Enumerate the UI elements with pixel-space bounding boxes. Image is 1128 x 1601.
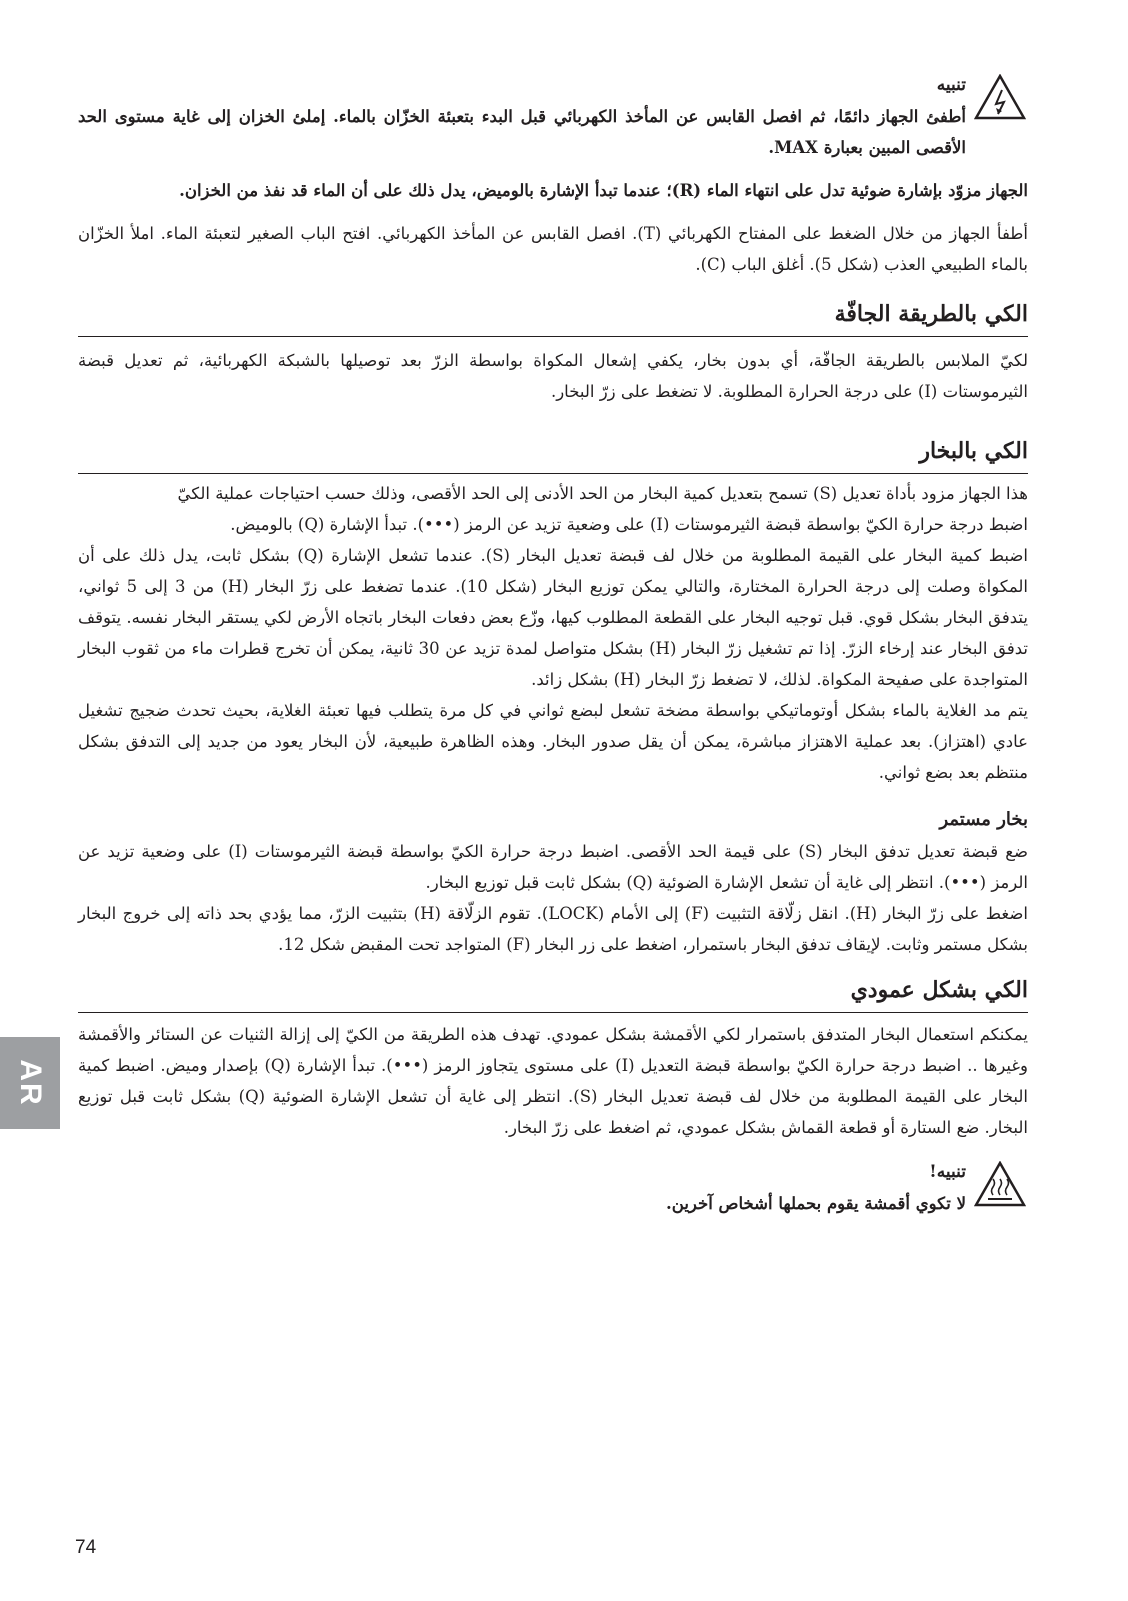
steam-paragraph-1: هذا الجهاز مزود بأداة تعديل (S) تسمح بتعديل كمية البخار من الحد الأدنى إلى الحد الأقصى، وذلك حسب احتياجات عملية الكيّ — [177, 484, 1028, 503]
heading-steam-ironing: الكي بالبخار — [78, 433, 1028, 474]
heading-vertical-ironing: الكي بشكل عمودي — [78, 972, 1028, 1013]
dry-ironing-text: لكيّ الملابس بالطريقة الجافّة، أي بدون بخار، يكفي إشعال المكواة بواسطة الزرّ بعد توصيلها بالشبكة الكهربائية، ثم تعديل قبضة الثيرموستات (I) على درجة الحرارة المطلوبة. لا تضغط على زرّ البخار. — [78, 351, 1028, 401]
warning-title: تنبيه — [936, 75, 966, 95]
heading-continuous-steam: بخار مستمر — [939, 809, 1028, 830]
indicator-paragraph: الجهاز مزوّد بإشارة ضوئية تدل على انتهاء الماء (R)؛ عندما تبدأ الإشارة بالوميض، يدل ذلك على أن الماء قد نفذ من الخزان. — [179, 181, 1028, 200]
language-tab — [0, 1037, 60, 1129]
hot-surface-warning-icon — [974, 1161, 1026, 1207]
steam-paragraph-4: يتم مد الغلاية بالماء بشكل أوتوماتيكي بواسطة مضخة تشعل لبضع ثواني في كل مرة يتطلب فيها تعبئة الغلاية، بحيث تحدث ضجيج تشغيل عادي (اهتزاز). بعد عملية الاهتزاز مباشرة، يمكن أن يقل صدور البخار. وهذه الظاهرة طبيعية، لأن البخار يعود من جديد إلى التدفق بشكل منتظم بعد بضع ثواني. — [78, 701, 1028, 782]
steam-paragraph-3: اضبط كمية البخار على القيمة المطلوبة من خلال لف قبضة تعديل البخار (S). عندما تشعل الإشارة (Q) بشكل ثابت، يدل ذلك على أن المكواة وصلت إلى درجة الحرارة المختارة، والتالي يمكن توزيع البخار (شكل 10). عندما تضغط على زرّ البخار (H) من 3 إلى 5 ثواني، يتدفق البخار بشكل قوي. قبل توجيه البخار على القطعة المطلوب كيها، وزّع بعض دفعات البخار باتجاه الأرض لكي يستقر البخار نفسه. يتوقف تدفق البخار عند إرخاء الزرّ. إذا تم تشغيل زرّ البخار (H) بشكل متواصل لمدة تزيد عن 30 ثانية، يمكن أن تخرج قطرات ماء من ثقوب البخار المتواجدة على صفيحة المكواة. لذلك، لا تضغط زرّ البخار (H) بشكل زائد. — [78, 546, 1028, 689]
continuous-steam-paragraph-2: اضغط على زرّ البخار (H). انقل زلّاقة التثبيت (F) إلى الأمام (LOCK). تقوم الزلّاقة (H) بتثبيت الزرّ، مما يؤدي بحد ذاته إلى خروج البخار بشكل مستمر وثابت. لإيقاف تدفق البخار باستمرار، اضغط على زر البخار (F) المتواجد تحت المقبض شكل 12. — [78, 904, 1028, 954]
page-number: 74 — [75, 1537, 97, 1558]
heading-dry-ironing: الكي بالطريقة الجافّة — [78, 296, 1028, 337]
warning-text: أطفئ الجهاز دائمًا، ثم افصل القابس عن المأخذ الكهربائي قبل البدء بتعبئة الخزّان بالماء. إملئ الخزان إلى غاية مستوى الحد الأقصى المبين بعبارة MAX. — [78, 107, 966, 157]
steam-paragraph-2: اضبط درجة حرارة الكيّ بواسطة قبضة الثيرموستات (I) على وضعية تزيد عن الرمز (•••). تبدأ الإشارة (Q) بالوميض. — [230, 515, 1028, 534]
warning-bottom-text: لا تكوي أقمشة يقوم بحملها أشخاص آخرين. — [666, 1194, 966, 1213]
page-content — [78, 70, 1028, 1219]
electric-shock-warning-icon — [974, 74, 1026, 120]
fill-paragraph: أطفأ الجهاز من خلال الضغط على المفتاح الكهربائي (T). افصل القابس عن المأخذ الكهربائي. افتح الباب الصغير لتعبئة الماء. املأ الخزّان بالماء الطبيعي العذب (شكل 5). أغلق الباب (C). — [78, 224, 1029, 274]
warning-bottom-title: تنبيه! — [929, 1162, 966, 1182]
warning-block-top — [78, 70, 966, 163]
language-tab-label: AR — [14, 1059, 47, 1107]
continuous-steam-paragraph-1: ضع قبضة تعديل تدفق البخار (S) على قيمة الحد الأقصى. اضبط درجة حرارة الكيّ بواسطة قبضة الثيرموستات (I) على وضعية تزيد عن الرمز (•••). انتظر إلى غاية أن تشعل الإشارة الضوئية (Q) بشكل ثابت قبل توزيع البخار. — [78, 842, 1028, 892]
warning-block-bottom — [78, 1157, 966, 1219]
vertical-ironing-text: يمكنكم استعمال البخار المتدفق باستمرار لكي الأقمشة بشكل عمودي. تهدف هذه الطريقة من الكيّ إلى إزالة الثنيات عن الستائر والأقمشة وغيرها .. اضبط درجة حرارة الكيّ بواسطة قبضة التعديل (I) على مستوى يتجاوز الرمز (•••). تبدأ الإشارة (Q) بإصدار وميض. اضبط كمية البخار على القيمة المطلوبة من خلال لف قبضة تعديل البخار (S). انتظر إلى غاية أن تشعل الإشارة الضوئية (Q) بشكل ثابت قبل توزيع البخار. ضع الستارة أو قطعة القماش بشكل عمودي، ثم اضغط على زرّ البخار. — [78, 1025, 1029, 1137]
